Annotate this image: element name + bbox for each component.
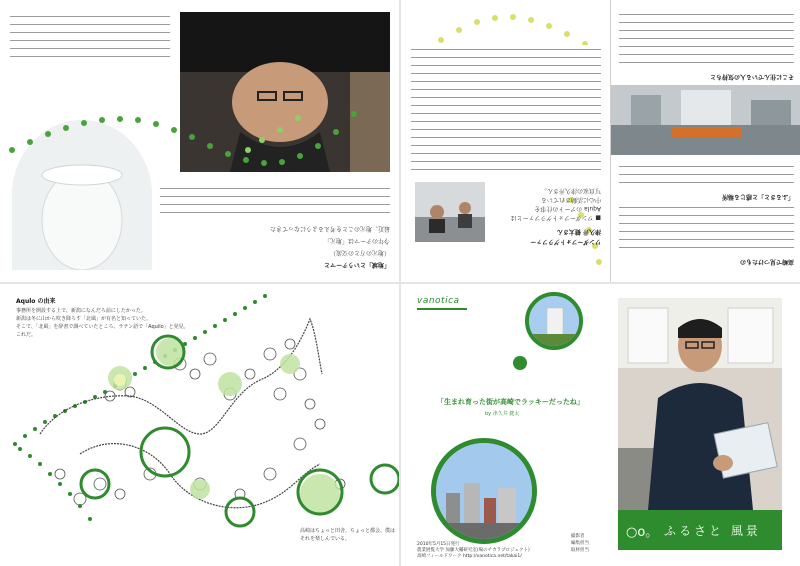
top-center-panel [401, 0, 610, 282]
tc-line-3: 中心に活動されている [540, 196, 601, 203]
top-left-text-block [160, 185, 390, 270]
tr-line-2: 「ふるさと」と感じる場所 [721, 193, 794, 200]
cover-illustration [618, 298, 782, 510]
tc-line-1: ■ ワンダーフォトグラファーとは [510, 214, 601, 221]
aqulo-line-2: 新潟は冬に山から吹き降ろす「北風」が有名と知っていた。 [16, 316, 152, 322]
tc-heading: ワンダーフォトグラファー [530, 238, 601, 245]
tc-heading-block [496, 185, 601, 245]
footer-right-3: 取材担当 [571, 548, 589, 553]
tc-name: 津久井 健太さん [556, 228, 601, 235]
building-illustration-small [529, 296, 579, 346]
tl-body-text [160, 188, 390, 218]
bottom-left-panel [0, 284, 399, 566]
quote-byline: by 津久井 健太 [485, 411, 520, 417]
tc-line-2: Aqula のアートの仕事を [534, 205, 601, 212]
cover-title: ふるさと 風景 [664, 524, 761, 538]
cover-panel [618, 298, 782, 550]
tl-line-3: 今年のテーマは「地元」 [323, 237, 390, 244]
aqulo-line-3: そこで、「北風」を辞書で調べていたところ、ラテン語で「Aquilo」と発見。 [16, 324, 189, 330]
map-caption-2: それを楽しんでいる。 [300, 536, 351, 542]
aqulo-title: Aqulo の由来 [16, 298, 56, 305]
tr-line-1: そこに住んでいる人の気持ちと [709, 73, 794, 80]
building-photo-small [525, 292, 583, 350]
tc-line-4: 写真家の津久井さん。 [540, 187, 601, 194]
footer-line-2: 農業展覧大学 加藤大輔研究室(場のチカラプロジェクト) [417, 548, 530, 553]
cityscape-photo [431, 438, 537, 544]
footer-right-2: 編集担当 [571, 541, 589, 546]
footer-line-1: 2010年5月15日発行 [417, 542, 460, 547]
tr-line-3: 高崎で見つけたもの [739, 258, 794, 265]
tr-mid-body [619, 162, 794, 188]
interview-photo [415, 182, 485, 242]
cityscape-illustration [436, 443, 532, 539]
top-right-panel [611, 0, 800, 282]
bottom-center-panel [401, 284, 610, 566]
station-photo [611, 85, 800, 155]
tl-top-body-text [10, 12, 170, 62]
cover-title-bar [618, 510, 782, 550]
cover-photo [618, 298, 782, 510]
interview-illustration [415, 182, 485, 242]
tree-map-illustration [0, 284, 399, 566]
aqulo-line-1: 事務所を開設する上で、新潟になんだろ前にしたかった。 [16, 308, 146, 314]
tr-bottom-text [619, 205, 794, 265]
tl-line-2: （地元の方との交流） [329, 249, 390, 256]
cover-title-prefix: ○o。 [626, 525, 659, 540]
tr-text-block [619, 10, 794, 80]
station-illustration [611, 85, 800, 155]
logo-underline [417, 308, 467, 310]
tr-mid-text [619, 160, 794, 200]
quote-text: 「生まれ育った街が高崎でラッキーだったね」 [437, 398, 584, 406]
top-left-panel [0, 0, 399, 282]
footer-line-3: 高崎フィールドワーク http://vanotica.net/takai1/ [417, 554, 522, 559]
tr-bottom-body [619, 207, 794, 253]
vanotica-logo: vanotica [417, 296, 460, 306]
green-dot [513, 356, 527, 370]
tr-body-text [619, 12, 794, 68]
tl-line-1: 「地域」というテーマと [323, 261, 390, 268]
map-caption-1: 高崎はちょっと田舎、ちょっと都会。僕は [300, 528, 396, 534]
tc-body-text [411, 45, 601, 175]
aqulo-line-4: これだ。 [16, 332, 37, 338]
footer-right-1: 撮影者 [571, 534, 585, 539]
tl-line-4: 最近、地元のことを考えるようになってきた [269, 225, 390, 232]
